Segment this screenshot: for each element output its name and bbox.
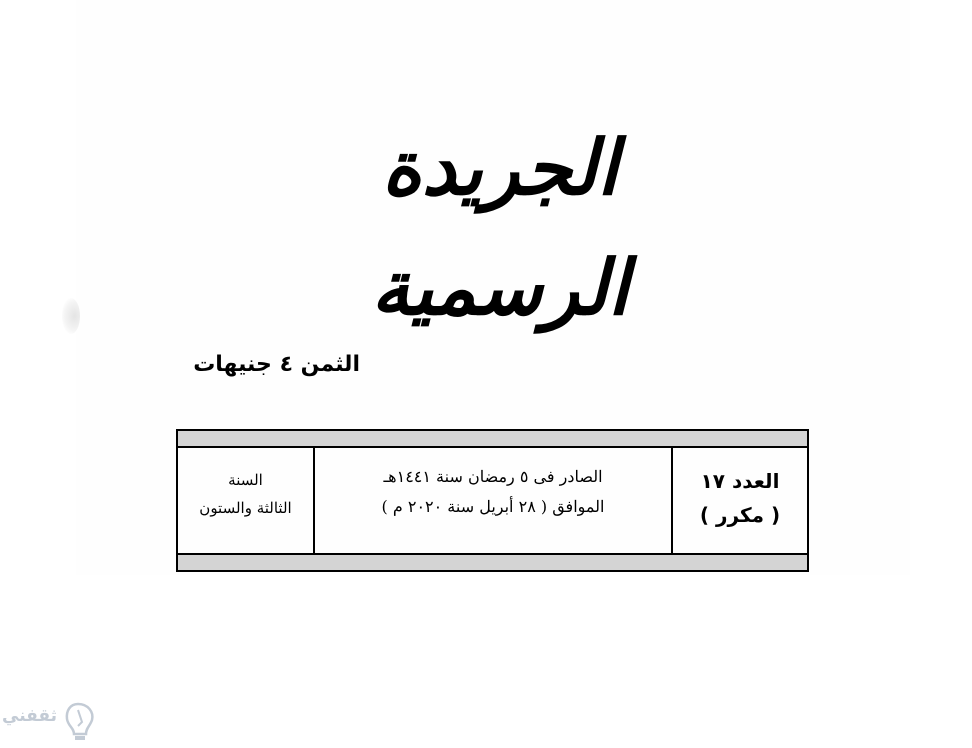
date-cell [315,446,673,553]
year-value: الثالثة والستون [199,499,292,517]
bottom-rule-bar [176,553,809,572]
year-cell [178,446,315,553]
page-edge-shadow [62,298,80,334]
year-label: السنة [228,471,263,489]
price-label: الثمن ٤ جنيهات [193,352,360,377]
issue-info-row [176,446,809,555]
gregorian-date: الموافق ( ٢٨ أبريل سنة ٢٠٢٠ م ) [381,497,605,516]
watermark-text: ثقفني [2,706,57,726]
gazette-masthead: الجريدة الرسمية [371,123,629,332]
issue-repeat-label: ( مكرر ) [699,503,781,527]
hijri-date: الصادر فى ٥ رمضان سنة ١٤٤١هـ [383,467,603,486]
issue-number: العدد ١٧ [700,469,780,493]
site-watermark [0,696,98,744]
issue-cell [673,446,807,553]
